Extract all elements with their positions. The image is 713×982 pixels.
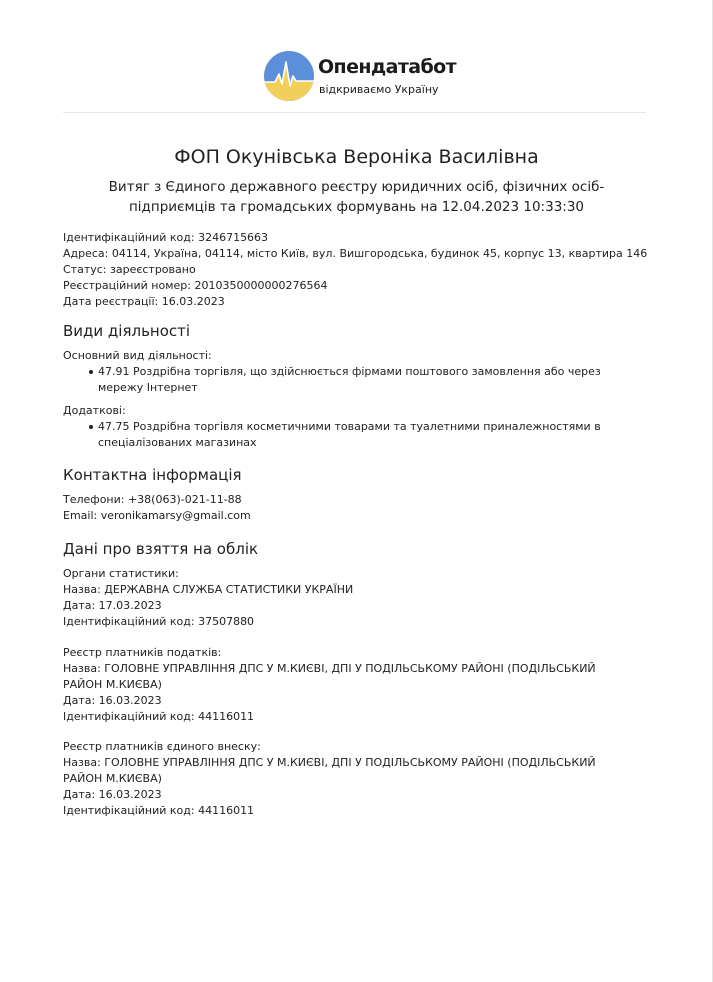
activity-extra-text: 47.75 Роздрібна торгівля косметичними товарами та туалетними приналежностями в спеціалізованих магазинах bbox=[98, 420, 601, 449]
list-item bbox=[63, 419, 643, 451]
activities-main bbox=[63, 348, 663, 396]
detail-reg-number: Реєстраційний номер: 2010350000000276564 bbox=[63, 279, 328, 292]
stats-date: Дата: 17.03.2023 bbox=[63, 599, 162, 612]
activities-extra-label: Додаткові: bbox=[63, 404, 126, 417]
contact-phone[interactable]: Телефони: +38(063)-021-11-88 bbox=[63, 493, 242, 506]
registration-stats bbox=[63, 566, 663, 630]
single-tax-code: Ідентифікаційний код: 44116011 bbox=[63, 804, 255, 817]
registration-heading: Дані про взяття на облік bbox=[63, 540, 259, 558]
tax-name: Назва: ГОЛОВНЕ УПРАВЛІННЯ ДПС У М.КИЄВІ, ДПІ У ПОДІЛЬСЬКОМУ РАЙОНІ (ПОДІЛЬСЬКИЙ РАЙОН М.КИЄВА) bbox=[63, 662, 596, 691]
header bbox=[63, 40, 646, 113]
registration-tax bbox=[63, 645, 638, 725]
registration-single-tax bbox=[63, 739, 638, 819]
brand-tagline: відкриваємо Україну bbox=[319, 83, 439, 96]
stats-label: Органи статистики: bbox=[63, 567, 179, 580]
detail-address: Адреса: 04114, Україна, 04114, місто Київ, вул. Вишгородська, будинок 45, корпус 13, квартира 146 bbox=[63, 247, 648, 260]
stats-name: Назва: ДЕРЖАВНА СЛУЖБА СТАТИСТИКИ УКРАЇНИ bbox=[63, 583, 354, 596]
brand-name: Опендатабот bbox=[318, 56, 457, 78]
activities-main-label: Основний вид діяльності: bbox=[63, 349, 212, 362]
detail-status: Статус: зареєстровано bbox=[63, 263, 196, 276]
contacts-block bbox=[63, 492, 663, 524]
bullet-icon bbox=[89, 425, 93, 429]
single-tax-date: Дата: 16.03.2023 bbox=[63, 788, 162, 801]
tax-code: Ідентифікаційний код: 44116011 bbox=[63, 710, 255, 723]
entity-details bbox=[63, 230, 663, 310]
detail-id-code: Ідентифікаційний код: 3246715663 bbox=[63, 231, 269, 244]
list-item bbox=[63, 364, 643, 396]
page-title: ФОП Окунівська Вероніка Василівна bbox=[174, 146, 539, 168]
page-subtitle: Витяг з Єдиного державного реєстру юридичних осіб, фізичних осіб-підприємців та громадських формувань на 12.04.2023 10:33:30 bbox=[108, 179, 605, 215]
tax-date: Дата: 16.03.2023 bbox=[63, 694, 162, 707]
brand-logo[interactable] bbox=[263, 50, 457, 104]
activity-main-text: 47.91 Роздрібна торгівля, що здійснюється фірмами поштового замовлення або через мережу Інтернет bbox=[98, 365, 601, 394]
single-tax-name: Назва: ГОЛОВНЕ УПРАВЛІННЯ ДПС У М.КИЄВІ, ДПІ У ПОДІЛЬСЬКОМУ РАЙОНІ (ПОДІЛЬСЬКИЙ РАЙОН М.КИЄВА) bbox=[63, 756, 596, 785]
contacts-heading: Контактна інформація bbox=[63, 466, 242, 484]
stats-code: Ідентифікаційний код: 37507880 bbox=[63, 615, 255, 628]
tax-label: Реєстр платників податків: bbox=[63, 646, 222, 659]
activities-extra bbox=[63, 403, 663, 451]
contact-email[interactable]: Email: veronikamarsy@gmail.com bbox=[63, 509, 251, 522]
activities-heading: Види діяльності bbox=[63, 322, 191, 340]
single-tax-label: Реєстр платників єдиного внеску: bbox=[63, 740, 261, 753]
logo-mark-icon bbox=[263, 50, 315, 102]
bullet-icon bbox=[89, 370, 93, 374]
detail-reg-date: Дата реєстрації: 16.03.2023 bbox=[63, 295, 225, 308]
